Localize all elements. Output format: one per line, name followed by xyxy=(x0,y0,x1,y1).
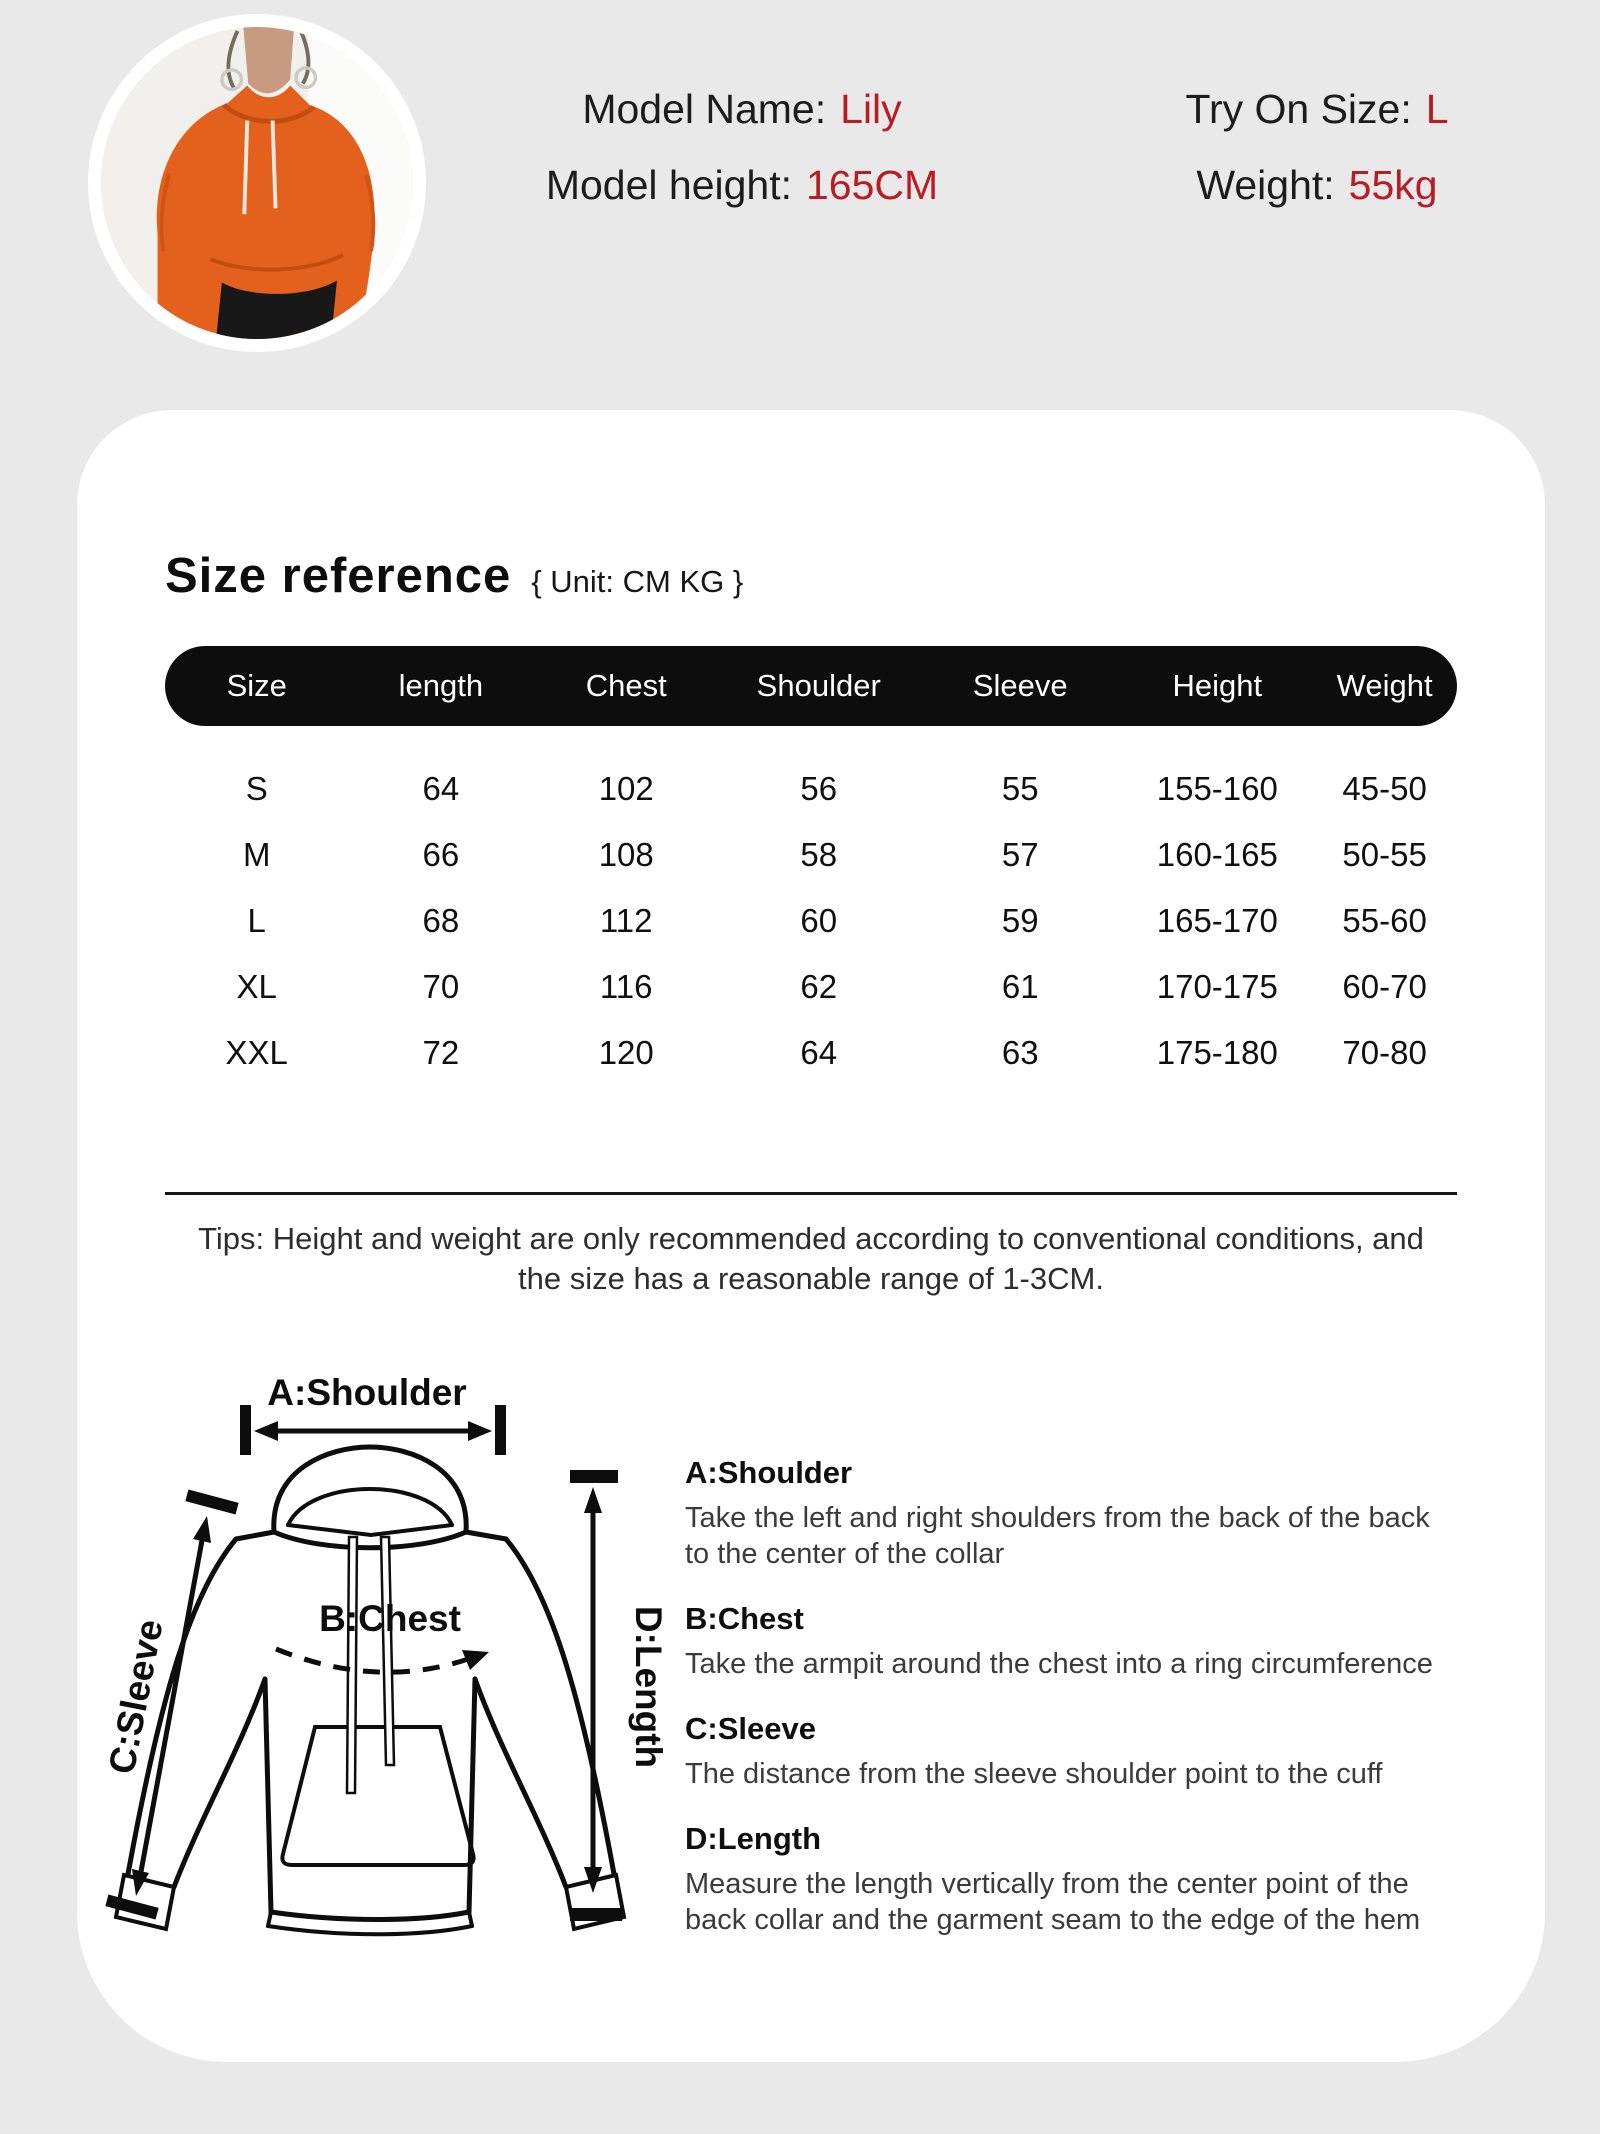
model-info-field xyxy=(420,84,1064,134)
table-cell: 170-175 xyxy=(1156,968,1278,1005)
size-reference-card xyxy=(77,410,1545,2062)
definition-description: The distance from the sleeve shoulder point to the cuff xyxy=(685,1758,1383,1790)
model-info-fields xyxy=(420,84,1570,210)
table-cell: 108 xyxy=(598,836,654,873)
model-neck xyxy=(243,27,294,93)
label-length: D:Length xyxy=(628,1605,669,1769)
definition-term: C:Sleeve xyxy=(685,1711,816,1746)
table-cell: 64 xyxy=(422,770,460,807)
table-cell: 63 xyxy=(1001,1034,1039,1071)
size-reference-title-row xyxy=(165,410,1485,604)
model-photo xyxy=(88,14,426,352)
model-info-header xyxy=(0,0,1600,410)
model-info-field xyxy=(420,160,1064,210)
table-row xyxy=(165,1020,1457,1086)
definition-block xyxy=(685,1454,1439,1572)
field-label: Model Name: xyxy=(582,86,827,132)
measurement-definitions xyxy=(685,1369,1485,1966)
table-cell: 50-55 xyxy=(1342,836,1427,873)
definition-term: A:Shoulder xyxy=(685,1455,853,1490)
label-sleeve: C:Sleeve xyxy=(100,1615,171,1778)
unit-note: { Unit: CM KG } xyxy=(531,564,744,599)
label-shoulder: A:Shoulder xyxy=(267,1372,467,1413)
column-header: Weight xyxy=(1336,668,1433,703)
definition-block xyxy=(685,1710,1439,1792)
label-chest: B:Chest xyxy=(319,1598,461,1639)
table-cell: S xyxy=(245,770,268,807)
table-cell: 62 xyxy=(800,968,838,1005)
table-cell: 45-50 xyxy=(1342,770,1427,807)
table-row xyxy=(165,822,1457,888)
table-cell: 60 xyxy=(800,902,838,939)
table-cell: 160-165 xyxy=(1156,836,1278,873)
table-cell: 55-60 xyxy=(1342,902,1427,939)
definition-description: Take the left and right shoulders from the back of the back to the center of the collar xyxy=(685,1502,1430,1570)
table-cell: 59 xyxy=(1001,902,1039,939)
table-cell: 120 xyxy=(598,1034,654,1071)
field-value: 165CM xyxy=(806,162,939,208)
column-header: Chest xyxy=(585,668,667,703)
field-label: Weight: xyxy=(1196,162,1335,208)
column-header: Sleeve xyxy=(972,668,1068,703)
column-header: Size xyxy=(226,668,287,703)
table-cell: 64 xyxy=(800,1034,838,1071)
table-cell: 116 xyxy=(599,968,653,1005)
measurement-section xyxy=(100,1369,1485,1984)
divider-line xyxy=(165,1192,1457,1195)
table-cell: L xyxy=(247,902,266,939)
field-label: Try On Size: xyxy=(1185,86,1412,132)
chest-arrowhead xyxy=(462,1650,489,1670)
size-table-body xyxy=(165,756,1457,1086)
tips-note: Tips: Height and weight are only recommended according to conventional conditions, and the size has a reasonable range of 1-3CM. xyxy=(198,1221,1424,1296)
drawstrings xyxy=(347,1537,394,1793)
model-info-field xyxy=(1064,160,1570,210)
table-cell: 175-180 xyxy=(1156,1034,1278,1071)
table-cell: 60-70 xyxy=(1342,968,1427,1005)
table-row xyxy=(165,756,1457,822)
definition-term: D:Length xyxy=(685,1821,822,1856)
table-cell: 68 xyxy=(422,902,460,939)
hoodie-outline xyxy=(116,1447,624,1934)
column-header: Shoulder xyxy=(756,668,881,703)
definition-block xyxy=(685,1820,1439,1938)
size-table-header xyxy=(165,646,1457,726)
table-row xyxy=(165,954,1457,1020)
definition-block xyxy=(685,1600,1439,1682)
chest-arc xyxy=(276,1649,474,1672)
table-cell: 61 xyxy=(1001,968,1039,1005)
field-value: 55kg xyxy=(1348,162,1438,208)
table-cell: 70-80 xyxy=(1342,1034,1427,1071)
table-cell: 56 xyxy=(800,770,838,807)
table-cell: 55 xyxy=(1001,770,1039,807)
length-arrow xyxy=(570,1470,622,1921)
table-cell: 155-160 xyxy=(1156,770,1278,807)
definition-description: Take the armpit around the chest into a ring circumference xyxy=(685,1648,1433,1680)
table-cell: 70 xyxy=(422,968,460,1005)
table-cell: 66 xyxy=(422,836,460,873)
size-reference-title: Size reference xyxy=(165,549,512,603)
table-cell: XL xyxy=(236,968,277,1005)
field-value: L xyxy=(1425,86,1449,132)
field-value: Lily xyxy=(840,86,902,132)
table-cell: XXL xyxy=(225,1034,288,1071)
hoodie-measurement-diagram xyxy=(85,1369,685,1984)
table-row xyxy=(165,888,1457,954)
model-info-field xyxy=(1064,84,1570,134)
table-cell: 58 xyxy=(800,836,838,873)
column-header: length xyxy=(398,668,484,703)
definition-term: B:Chest xyxy=(685,1601,804,1636)
table-cell: 57 xyxy=(1001,836,1039,873)
column-header: Height xyxy=(1172,668,1263,703)
model-photo-illustration xyxy=(101,27,413,339)
table-cell: 102 xyxy=(598,770,654,807)
table-cell: 165-170 xyxy=(1156,902,1278,939)
table-cell: 72 xyxy=(422,1034,460,1071)
table-cell: 112 xyxy=(599,902,653,939)
definition-description: Measure the length vertically from the center point of the back collar and the garment seam to the edge of the hem xyxy=(685,1868,1421,1936)
table-cell: M xyxy=(242,836,271,873)
field-label: Model height: xyxy=(545,162,792,208)
